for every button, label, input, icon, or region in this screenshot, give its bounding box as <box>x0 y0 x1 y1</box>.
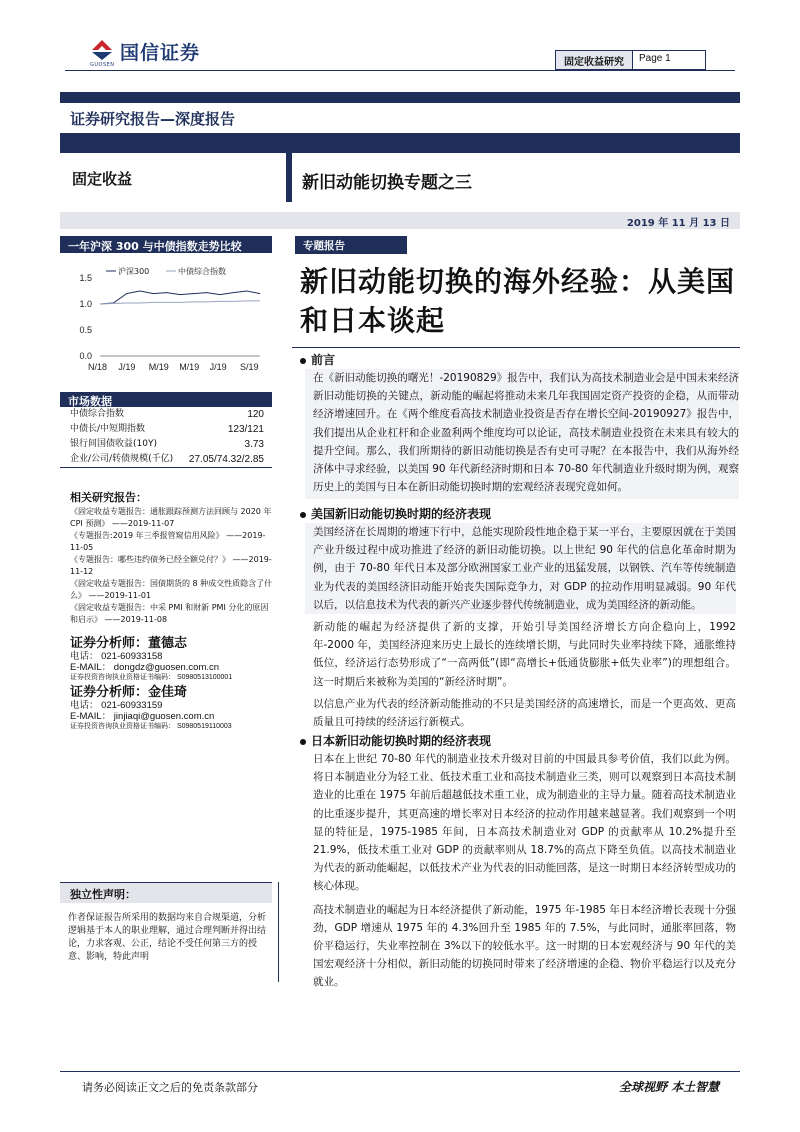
x-tick-label: S/19 <box>240 362 259 372</box>
series-title: 新旧动能切换专题之三 <box>302 173 472 193</box>
market-heading-bar <box>60 392 272 407</box>
analyst-2 <box>70 681 280 732</box>
footer-disclaimer-note: 请务必阅读正文之后的免责条款部分 <box>82 1081 258 1094</box>
y-tick-label: 1.5 <box>79 273 92 283</box>
guosen-logo-icon <box>90 36 114 60</box>
logo-subtext: GUOSEN <box>90 62 115 68</box>
disclaimer-heading-bar <box>60 882 272 903</box>
y-tick-label: 0.5 <box>79 325 92 335</box>
analyst-1 <box>70 632 280 683</box>
paragraph: 新动能的崛起为经济提供了新的支撑，开始引导美国经济增长方向企稳向上，1992 年-2000 年，美国经济迎来历史上最长的连续增长期，与此同时失业率持续下降，通胀维持低位，经济运行态势形成了“一高两低”(即“高增长+低通货膨胀+低失业率”)的理想组合。这一时期后来被称为美国的“新经济时期”。 <box>313 621 736 688</box>
related-reports <box>70 492 276 626</box>
analyst-phone: 电话： 021-60933158 <box>70 651 163 662</box>
paragraph: 日本在上世纪 70-80 年代的制造业技术升级对目前的中国最具参考价值，我们以此为例。将日本制造业分为轻工业、低技术重工业和高技术制造业三类，则可以观察到日本高技术制造业的比重在 1975 年前后超越低技术重工业，成为制造业的主导力量。随着高技术制造业的比重逐步提升，其更高速的增长率对日本经济的拉动作用越来越显著。我们观察到一个明显的特征是，1975-1985 年间，日本高技术制造业对 GDP 的贡献率从 10.2%提升至 21.9%，低技术重工业对 GDP 的贡献率则从 18.7%的高点下降至负值。以高技术制造业为代表的新动能崛起，以低技术产业为代表的旧动能回落，是这一时期日本经济转型成功的核心体现。 <box>313 753 736 893</box>
report-tag <box>295 236 407 254</box>
market-row: 企业/公司/转债规模(千亿) 27.05/74.32/2.85 <box>70 454 264 465</box>
y-tick-label: 0.0 <box>79 351 92 361</box>
report-tag-label: 专题报告 <box>303 240 345 252</box>
footer-rule <box>60 1071 740 1072</box>
analyst-name: 证券分析师：金佳琦 <box>70 685 188 700</box>
market-data-table <box>60 407 272 468</box>
y-tick-label: 1.0 <box>79 299 92 309</box>
disclaimer-text: 作者保证报告所采用的数据均来自合规渠道，分析逻辑基于本人的职业理解，通过合理判断并得出结论，力求客观、公正，结论不受任何第三方的授意、影响，特此声明 <box>68 913 267 962</box>
x-tick-label: J/19 <box>209 362 227 372</box>
header-divider <box>65 70 735 71</box>
section-heading: 日本新旧动能切换时期的经济表现 <box>300 732 491 749</box>
report-date: 2019 年 11 月 13 日 <box>626 218 730 229</box>
section-heading: 前言 <box>300 351 335 368</box>
related-item: 《固定收益专题报告：通胀跟踪预测方法回顾与 2020 年 CPI 预测》 ——2019-11-07 <box>70 507 272 528</box>
title-rule <box>292 347 740 348</box>
x-tick-label: J/19 <box>118 362 136 372</box>
market-row: 中债长/中短期指数 123/121 <box>70 424 264 435</box>
footer-slogan: 全球视野 本土智慧 <box>619 1080 720 1094</box>
section-body <box>313 523 736 731</box>
bullet-icon <box>300 512 306 518</box>
x-tick-label: M/19 <box>179 362 200 372</box>
sector-label: 固定收益 <box>72 170 133 188</box>
bullet-icon <box>300 358 306 364</box>
sector-band <box>60 153 286 202</box>
report-type-band <box>60 103 740 133</box>
report-title: 新旧动能切换的海外经验：从美国和日本谈起 <box>300 265 736 337</box>
market-row: 银行间国债收益(10Y) 3.73 <box>70 439 264 450</box>
analyst-license: 证券投资咨询执业资格证书编码： S0980513100001 <box>70 674 233 681</box>
paragraph: 美国经济在长周期的增速下行中，总能实现阶段性地企稳于某一平台，主要原因就在于美国产业升级过程中成功推进了经济的新旧动能切换。以上世纪 90 年代的信息化革命时期为例，由于 70-80 年代日本及部分欧洲国家工业产业的迅猛发展，以钢铁、汽车等传统制造业为代表的美国经济旧动能开始丧失国际竞争力，对 GDP 的拉动作用明显减弱。90 年代以后，以信息技术为代表的新兴产业逐步替代传统制造业，成为美国经济的新动能。 <box>305 523 736 614</box>
section-body <box>313 750 736 992</box>
analyst-name: 证券分析师：董德志 <box>70 636 188 651</box>
related-item: 《固定收益专题报告：国债期货的 8 种成交性质隐含了什么》 ——2019-11-01 <box>70 579 273 600</box>
x-tick-label: M/19 <box>148 362 169 372</box>
analyst-license: 证券投资咨询执业资格证书编码： S0980519110003 <box>70 723 232 730</box>
page-number: Page 1 <box>632 51 705 69</box>
legend-label: 中债综合指数 <box>178 267 226 276</box>
chart-heading-bar <box>60 236 272 253</box>
section-body <box>305 369 739 499</box>
related-item: 《固定收益专题报告：中采 PMI 和财新 PMI 分化的原因和启示》 ——2019-11-08 <box>70 603 269 624</box>
series-line-2 <box>100 301 260 304</box>
market-heading: 市场数据 <box>68 395 112 408</box>
bullet-icon <box>300 739 306 745</box>
date-bar <box>60 212 740 229</box>
logo-text: 国信证券 <box>120 42 201 64</box>
report-category: 固定收益研究 <box>556 51 632 69</box>
x-tick-label: N/18 <box>88 362 108 372</box>
related-item: 《专题报告:2019 年三季报管窥信用风险》 ——2019-11-05 <box>70 531 266 552</box>
analyst-email: E-MAIL： jinjiaqi@guosen.com.cn <box>70 711 215 722</box>
chart-heading: 一年沪深 300 与中债指数走势比较 <box>68 240 242 253</box>
report-type: 证券研究报告—深度报告 <box>70 110 236 128</box>
series-band <box>292 153 740 202</box>
paragraph: 高技术制造业的崛起为日本经济提供了新动能，1975 年-1985 年日本经济增长表现十分强劲，GDP 增速从 1975 年的 4.3%回升至 1985 年的 7.5%，与此同时，通胀率回落，物价平稳运行，失业率控制在 3%以下的较低水平。这一时期的日本宏观经济与 90 年代的美国宏观经济十分相似，新旧动能的切换同时带来了经济增速的企稳、物价平稳运行以及充分就业。 <box>313 903 736 989</box>
paragraph: 以信息产业为代表的经济新动能推动的不只是美国经济的高速增长，而是一个更高效、更高质量且可持续的经济运行新模式。 <box>313 697 736 729</box>
company-logo <box>90 36 250 70</box>
index-trend-chart <box>60 256 272 376</box>
disclaimer-heading: 独立性声明： <box>70 888 136 901</box>
table-bottom-rule <box>60 467 272 468</box>
analyst-email: E-MAIL： dongdz@guosen.com.cn <box>70 662 220 673</box>
page-header-box <box>555 50 706 70</box>
legend-label: 沪深300 <box>118 267 150 276</box>
related-item: 《专题报告：哪些违约债务已经全额兑付？》 ——2019-11-12 <box>70 555 272 576</box>
market-row: 中债综合指数 120 <box>70 409 264 420</box>
analyst-phone: 电话： 021-60933159 <box>70 700 163 711</box>
related-heading: 相关研究报告： <box>70 491 147 504</box>
paragraph: 在《新旧动能切换的曙光！-20190829》报告中，我们认为高技术制造业会是中国未来经济新旧动能切换的关键点，新动能的崛起将推动未来几年我国固定资产投资的企稳，从而带动经济增速回升。在《两个维度看高技术制造业投资是否存在增长空间-20190927》报告中，我们提出从企业杠杆和企业盈利两个维度均可以论证，高技术制造业投资在未来具有较大的提升空间。那么，我们所期待的新旧动能切换是否有史可寻呢？在本报告中，我们从海外经济体中寻求经验，以美国 90 年代新经济时期和日本 70-80 年代制造业升级时期为例，观察历史上的美国与日本在新旧动能切换时期的宏观经济表现究竟如何。 <box>313 372 739 494</box>
section-heading: 美国新旧动能切换时期的经济表现 <box>300 505 491 522</box>
